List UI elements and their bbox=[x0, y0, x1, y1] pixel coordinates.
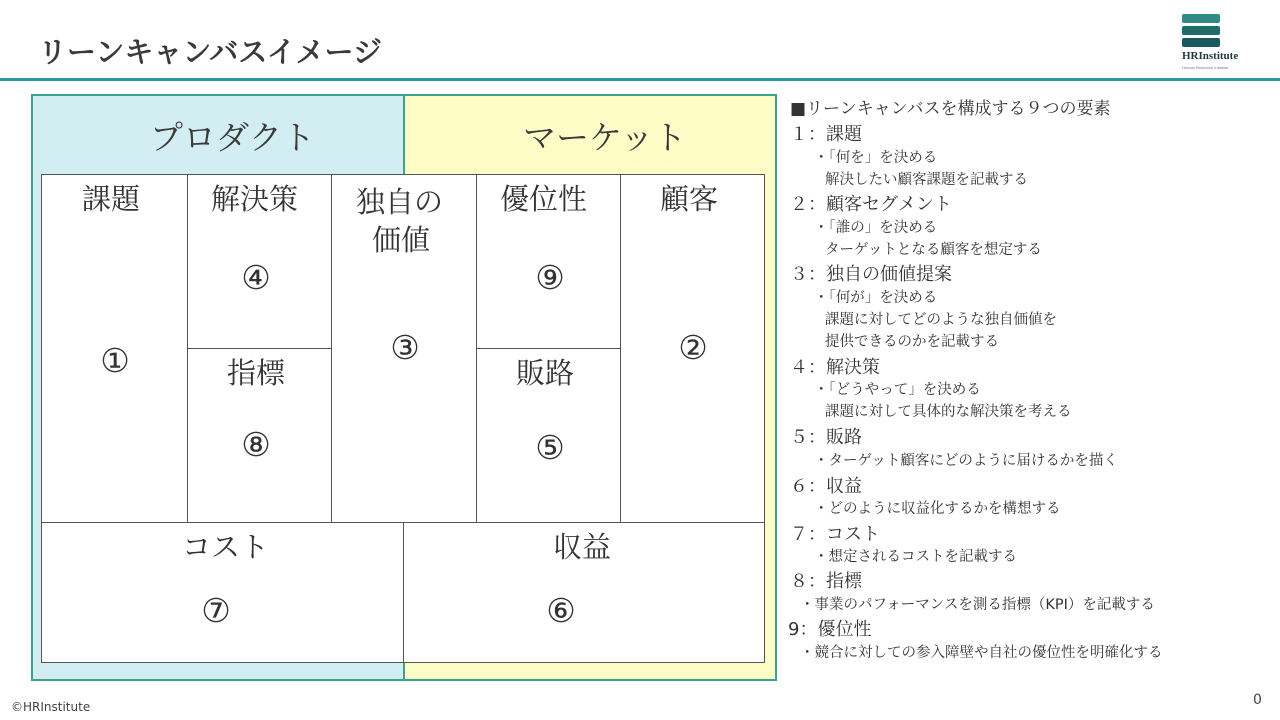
title-underline bbox=[0, 78, 1280, 81]
element-title: 9：優位性 bbox=[788, 619, 872, 640]
element-title: ５：販路 bbox=[790, 427, 862, 448]
cell-metrics-number: ⑧ bbox=[241, 425, 271, 464]
cell-revenue-number: ⑥ bbox=[546, 591, 576, 630]
grid-line bbox=[403, 522, 404, 662]
cell-advantage-number: ⑨ bbox=[535, 258, 565, 297]
element-title: ８：指標 bbox=[790, 571, 862, 592]
logo-stripe-icon bbox=[1182, 14, 1220, 23]
product-heading: プロダクト bbox=[150, 118, 315, 157]
market-heading: マーケット bbox=[523, 118, 687, 157]
cell-channels-label: 販路 bbox=[516, 356, 575, 390]
element-desc: 課題に対して具体的な解決策を考える bbox=[825, 404, 1072, 420]
element-desc: 課題に対してどのような独自価値を bbox=[825, 312, 1057, 328]
cell-uvp-label-line1: 独自の bbox=[356, 185, 444, 219]
element-title: ４：解決策 bbox=[790, 357, 880, 378]
element-desc: 提供できるのかを記載する bbox=[825, 334, 999, 350]
element-desc: ・ターゲット顧客にどのように届けるかを描く bbox=[814, 453, 1118, 469]
cell-revenue-label: 収益 bbox=[553, 530, 612, 564]
element-desc: ・想定されるコストを記載する bbox=[814, 549, 1017, 565]
company-logo bbox=[1176, 12, 1254, 74]
grid-line bbox=[331, 175, 332, 522]
cell-advantage-label: 優位性 bbox=[500, 182, 588, 216]
element-desc: ・「何を」を決める bbox=[814, 150, 938, 166]
logo-stripe-icon bbox=[1182, 38, 1220, 47]
element-desc: 解決したい顧客課題を記載する bbox=[825, 172, 1028, 188]
cell-metrics-label: 指標 bbox=[227, 356, 286, 390]
element-desc: ・競合に対しての参入障壁や自社の優位性を明確化する bbox=[800, 645, 1163, 661]
cell-cost-number: ⑦ bbox=[201, 591, 231, 630]
cell-solution-number: ④ bbox=[241, 258, 271, 297]
logo-stripe-icon bbox=[1182, 26, 1220, 35]
element-desc: ・事業のパフォーマンスを測る指標（KPI）を記載する bbox=[800, 597, 1155, 613]
element-desc: ・「どうやって」を決める bbox=[814, 382, 981, 398]
element-title: １：課題 bbox=[790, 124, 862, 145]
element-desc: ターゲットとなる顧客を想定する bbox=[825, 242, 1042, 258]
cell-uvp-number: ③ bbox=[390, 328, 420, 367]
cell-problem-label: 課題 bbox=[82, 182, 141, 216]
area-divider bbox=[403, 663, 405, 681]
element-desc: ・「何が」を決める bbox=[814, 290, 938, 306]
cell-solution-label: 解決策 bbox=[211, 182, 299, 216]
logo-wordmark: HRInstitute bbox=[1182, 50, 1239, 62]
cell-uvp-label-line2: 価値 bbox=[372, 223, 431, 257]
element-title: ３：独自の価値提案 bbox=[790, 264, 952, 285]
area-divider bbox=[403, 94, 405, 175]
cell-channels-number: ⑤ bbox=[535, 428, 565, 467]
cell-cost-label: コスト bbox=[182, 530, 270, 564]
element-title: ２：顧客セグメント bbox=[790, 194, 952, 215]
elements-list-heading: ■リーンキャンバスを構成する９つの要素 bbox=[790, 99, 1111, 119]
page-number: 0 bbox=[1253, 692, 1262, 708]
grid-line bbox=[476, 348, 620, 349]
cell-problem-number: ① bbox=[100, 341, 130, 380]
element-title: ６：収益 bbox=[790, 476, 862, 497]
grid-line bbox=[620, 175, 621, 522]
page-title: リーンキャンバスイメージ bbox=[38, 35, 382, 69]
logo-tagline: Human Resource Institute bbox=[1182, 65, 1229, 70]
grid-line bbox=[187, 348, 331, 349]
element-desc: ・どのように収益化するかを構想する bbox=[814, 501, 1061, 517]
element-title: ７：コスト bbox=[790, 524, 880, 545]
element-desc: ・「誰の」を決める bbox=[814, 220, 938, 236]
cell-customer-label: 顧客 bbox=[660, 182, 719, 216]
copyright: ©HRInstitute bbox=[11, 700, 91, 714]
cell-customer-number: ② bbox=[678, 328, 708, 367]
